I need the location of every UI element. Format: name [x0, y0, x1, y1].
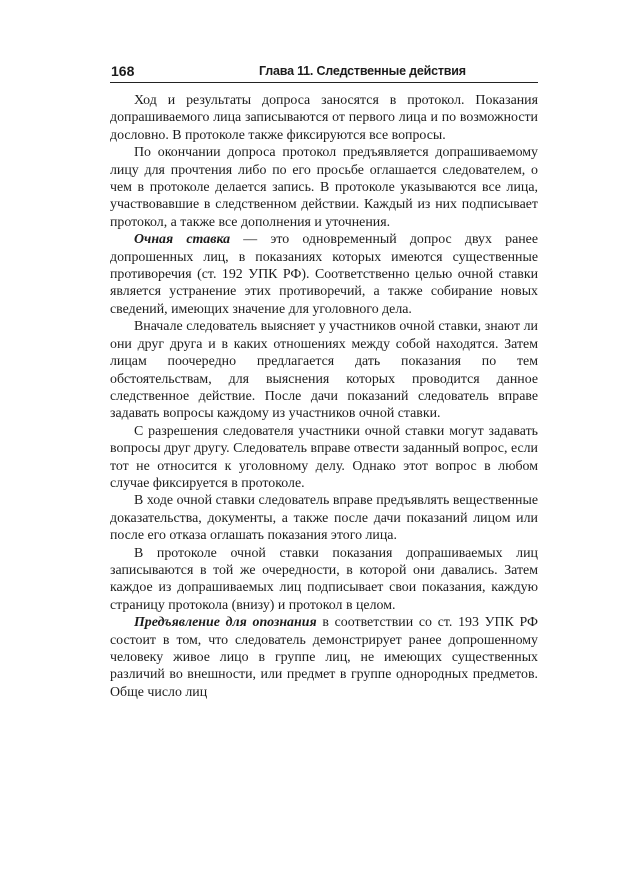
paragraph-text: Вначале следователь выясняет у участников очной ставки, знают ли они друг друга и в каких отношениях между собой находятся. Затем лицам поочередно предлагается дать показания по тем обстоятельствам, для выяснения которых проводится данное следственное действие. После дачи показаний следователь вправе задавать вопросы каждому из участников очной ставки. — [110, 319, 538, 422]
paragraph-text: в соответствии со ст. 193 УПК РФ состоит в том, что следователь демонстрирует ранее допрошенному человеку живое лицо в группе лиц, не имеющих существенных различий во внешности, или предмет в группе однородных предметов. Обще число лиц — [110, 615, 539, 700]
page-number: 168 — [111, 63, 135, 79]
paragraph — [110, 492, 538, 544]
paragraph — [110, 614, 538, 701]
paragraph-text: Ход и результаты допроса заносятся в протокол. Показания допрашиваемого лица записываются от первого лица и по возможности дословно. В протоколе также фиксируются все вопросы. — [110, 93, 538, 143]
chapter-title: Глава 11. Следственные действия — [259, 64, 466, 78]
paragraph-text: В протоколе очной ставки показания допрашиваемых лиц записываются в той же очередности, в которой они давались. Затем каждое из допрашиваемых лиц подписывает свои показания, каждую страницу протокола (внизу) и протокол в целом. — [110, 545, 538, 613]
body-text — [110, 92, 538, 701]
paragraph — [110, 545, 538, 615]
paragraph-text: По окончании допроса протокол предъявляется допрашиваемому лицу для прочтения либо по его просьбе оглашается следователем, о чем в протоколе делается запись. В протоколе указываются все лица, участвовавшие в следственном действии. Каждый из них подписывает протокол, а также все дополнения и уточнения. — [110, 145, 538, 230]
paragraph — [110, 318, 538, 422]
paragraph — [110, 92, 538, 144]
term-ochnaya-stavka: Очная ставка — [134, 232, 231, 248]
term-predyavlenie-dlya-opoznaniya: Предъявление для опознания — [134, 615, 317, 631]
paragraph — [110, 231, 538, 318]
paragraph — [110, 144, 538, 231]
paragraph — [110, 423, 538, 493]
paragraph-text: С разрешения следователя участники очной ставки могут задавать вопросы друг другу. Следователь вправе отвести заданный вопрос, если тот не относится к уголовному делу. Однако этот вопрос в любом случае фиксируется в протоколе. — [110, 423, 538, 491]
running-header — [110, 62, 538, 83]
paragraph-text: — это одновременный допрос двух ранее допрошенных лиц, в показаниях которых имеются существенные противоречия (ст. 192 УПК РФ). Соответственно целью очной ставки является устранение этих противоречий, а также собирание новых сведений, имеющих значение для уголовного дела. — [110, 232, 538, 317]
paragraph-text: В ходе очной ставки следователь вправе предъявлять вещественные доказательства, документы, а также после дачи показаний лицом или после его отказа оглашать показания этого лица. — [110, 493, 538, 544]
